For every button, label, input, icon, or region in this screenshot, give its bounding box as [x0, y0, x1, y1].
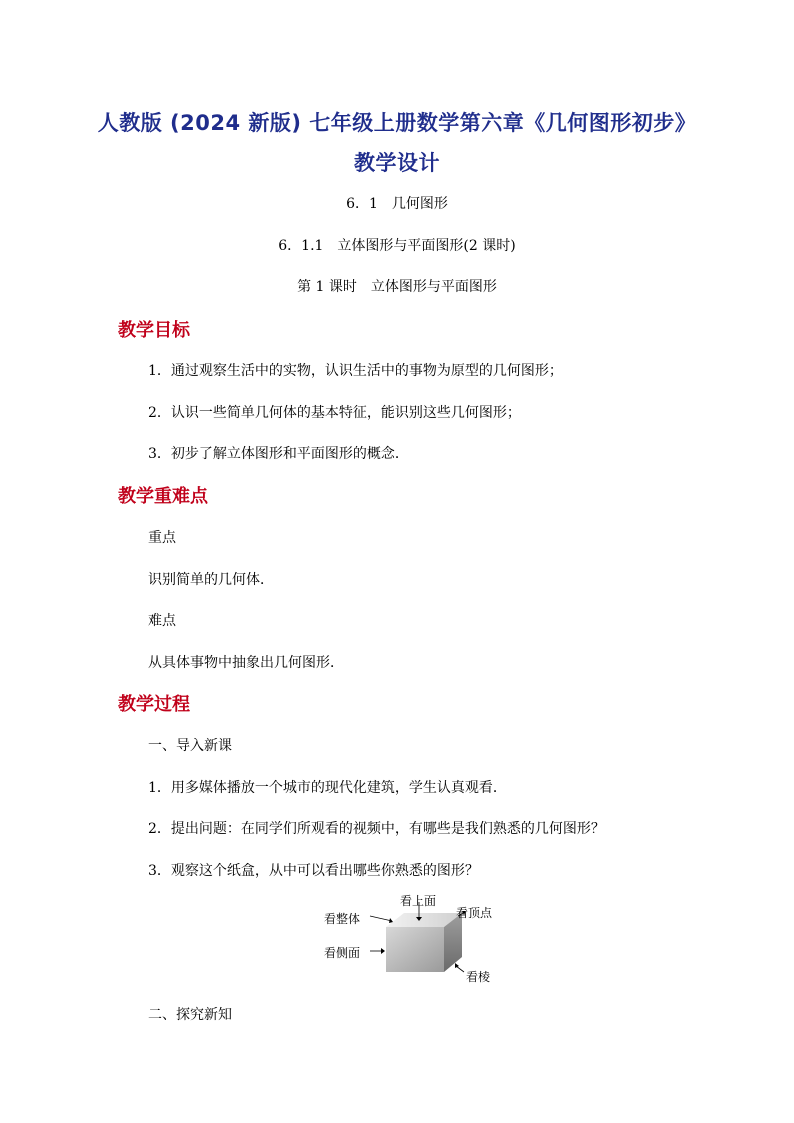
difficulty-label: 难点: [148, 613, 176, 629]
difficulty-text: 从具体事物中抽象出几何图形．: [148, 655, 344, 671]
focus-label: 重点: [148, 530, 176, 546]
label-look-side: 看侧面: [324, 946, 361, 960]
part-1-title: 一、导入新课: [148, 738, 232, 754]
objective-item: 2．认识一些简单几何体的基本特征，能识别这些几何图形；: [148, 405, 521, 421]
document-title: 人教版 (2024 新版) 七年级上册数学第六章《几何图形初步》: [97, 111, 697, 135]
part-2-title: 二、探究新知: [148, 1007, 232, 1023]
heading-objectives: 教学目标: [118, 320, 190, 341]
document-subtitle: 教学设计: [354, 151, 440, 175]
paper-box-figure: [318, 890, 508, 990]
label-look-edge: 看棱: [466, 970, 491, 984]
lesson-title: 第 1 课时 立体图形与平面图形: [297, 279, 497, 295]
process-step: 3．观察这个纸盒，从中可以看出哪些你熟悉的图形？: [148, 863, 479, 879]
process-step: 2．提出问题：在同学们所观看的视频中，有哪些是我们熟悉的几何图形？: [148, 821, 605, 837]
process-step: 1．用多媒体播放一个城市的现代化建筑，学生认真观看．: [148, 780, 507, 796]
objective-item: 3．初步了解立体图形和平面图形的概念．: [148, 446, 409, 462]
label-look-whole: 看整体: [324, 912, 361, 926]
arrow-whole: [370, 916, 392, 921]
label-look-top: 看上面: [400, 894, 437, 908]
focus-text: 识别简单的几何体．: [148, 572, 274, 588]
heading-process: 教学过程: [118, 694, 190, 715]
arrow-edge: [456, 966, 464, 972]
box-front-face: [386, 927, 444, 972]
label-look-vertex: 看顶点: [456, 906, 493, 920]
objective-item: 1．通过观察生活中的实物，认识生活中的事物为原型的几何图形；: [148, 363, 563, 379]
heading-keypoints: 教学重难点: [118, 486, 208, 507]
section-6-1-1: 6．1.1 立体图形与平面图形(2 课时): [278, 238, 516, 254]
section-6-1: 6．1 几何图形: [346, 196, 448, 212]
